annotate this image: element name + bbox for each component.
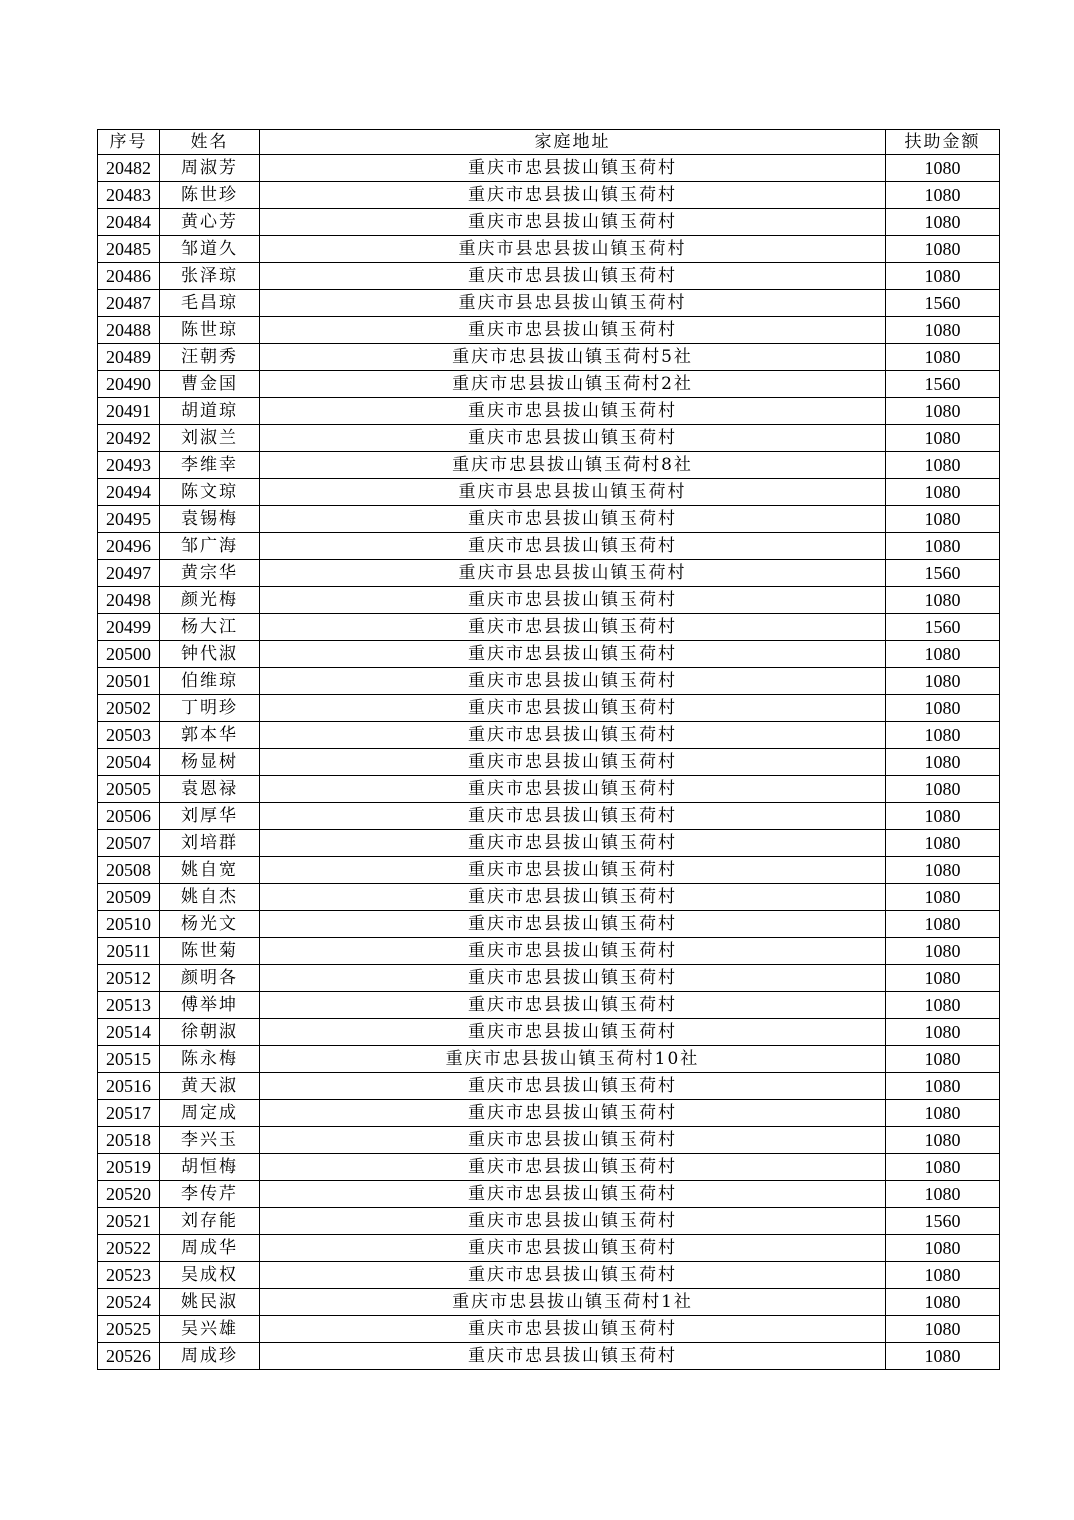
name-cell: 胡恒梅 <box>160 1154 260 1181</box>
address-cell: 重庆市忠县拔山镇玉荷村 <box>260 1073 886 1100</box>
serial-number-cell: 20507 <box>98 830 160 857</box>
table-body <box>98 155 1000 1370</box>
serial-number-cell: 20526 <box>98 1343 160 1370</box>
table-row <box>98 290 1000 317</box>
header-row <box>98 130 1000 155</box>
name-cell: 姚民淑 <box>160 1289 260 1316</box>
serial-number-cell: 20525 <box>98 1316 160 1343</box>
table-row <box>98 1046 1000 1073</box>
amount-cell: 1560 <box>886 371 1000 398</box>
address-cell: 重庆市忠县拔山镇玉荷村 <box>260 992 886 1019</box>
name-cell: 袁锡梅 <box>160 506 260 533</box>
name-cell: 陈文琼 <box>160 479 260 506</box>
table-row <box>98 803 1000 830</box>
address-cell: 重庆市忠县拔山镇玉荷村 <box>260 1343 886 1370</box>
address-cell: 重庆市忠县拔山镇玉荷村 <box>260 155 886 182</box>
amount-cell: 1080 <box>886 776 1000 803</box>
header-name: 姓名 <box>160 130 260 155</box>
serial-number-cell: 20500 <box>98 641 160 668</box>
serial-number-cell: 20499 <box>98 614 160 641</box>
address-cell: 重庆市县忠县拔山镇玉荷村 <box>260 290 886 317</box>
table-row <box>98 776 1000 803</box>
table-row <box>98 425 1000 452</box>
name-cell: 汪朝秀 <box>160 344 260 371</box>
table-row <box>98 1181 1000 1208</box>
amount-cell: 1080 <box>886 1235 1000 1262</box>
address-cell: 重庆市忠县拔山镇玉荷村 <box>260 533 886 560</box>
amount-cell: 1080 <box>886 182 1000 209</box>
amount-cell: 1080 <box>886 668 1000 695</box>
amount-cell: 1080 <box>886 209 1000 236</box>
name-cell: 吴成权 <box>160 1262 260 1289</box>
amount-cell: 1080 <box>886 695 1000 722</box>
serial-number-cell: 20495 <box>98 506 160 533</box>
table-row <box>98 155 1000 182</box>
table-row <box>98 533 1000 560</box>
amount-cell: 1080 <box>886 344 1000 371</box>
address-cell: 重庆市忠县拔山镇玉荷村 <box>260 1208 886 1235</box>
table-row <box>98 1235 1000 1262</box>
table-row <box>98 1100 1000 1127</box>
name-cell: 伯维琼 <box>160 668 260 695</box>
address-cell: 重庆市忠县拔山镇玉荷村 <box>260 911 886 938</box>
serial-number-cell: 20516 <box>98 1073 160 1100</box>
table-row <box>98 587 1000 614</box>
name-cell: 黄天淑 <box>160 1073 260 1100</box>
serial-number-cell: 20523 <box>98 1262 160 1289</box>
name-cell: 黄宗华 <box>160 560 260 587</box>
table-row <box>98 344 1000 371</box>
amount-cell: 1080 <box>886 722 1000 749</box>
name-cell: 郭本华 <box>160 722 260 749</box>
name-cell: 颜明各 <box>160 965 260 992</box>
amount-cell: 1080 <box>886 857 1000 884</box>
amount-cell: 1080 <box>886 1127 1000 1154</box>
name-cell: 邹道久 <box>160 236 260 263</box>
address-cell: 重庆市忠县拔山镇玉荷村5社 <box>260 344 886 371</box>
amount-cell: 1080 <box>886 749 1000 776</box>
amount-cell: 1560 <box>886 1208 1000 1235</box>
address-cell: 重庆市忠县拔山镇玉荷村 <box>260 1154 886 1181</box>
table-row <box>98 884 1000 911</box>
serial-number-cell: 20503 <box>98 722 160 749</box>
address-cell: 重庆市县忠县拔山镇玉荷村 <box>260 236 886 263</box>
table-row <box>98 965 1000 992</box>
address-cell: 重庆市忠县拔山镇玉荷村 <box>260 938 886 965</box>
amount-cell: 1080 <box>886 938 1000 965</box>
table-row <box>98 1127 1000 1154</box>
header-serial-number: 序号 <box>98 130 160 155</box>
table-row <box>98 857 1000 884</box>
address-cell: 重庆市忠县拔山镇玉荷村 <box>260 209 886 236</box>
name-cell: 傅举坤 <box>160 992 260 1019</box>
name-cell: 陈世琼 <box>160 317 260 344</box>
name-cell: 丁明珍 <box>160 695 260 722</box>
table-row <box>98 560 1000 587</box>
name-cell: 姚自杰 <box>160 884 260 911</box>
name-cell: 邹广海 <box>160 533 260 560</box>
serial-number-cell: 20520 <box>98 1181 160 1208</box>
amount-cell: 1080 <box>886 1289 1000 1316</box>
amount-cell: 1080 <box>886 1073 1000 1100</box>
address-cell: 重庆市忠县拔山镇玉荷村 <box>260 1181 886 1208</box>
name-cell: 颜光梅 <box>160 587 260 614</box>
table-row <box>98 1316 1000 1343</box>
name-cell: 周定成 <box>160 1100 260 1127</box>
serial-number-cell: 20493 <box>98 452 160 479</box>
table-row <box>98 695 1000 722</box>
serial-number-cell: 20517 <box>98 1100 160 1127</box>
name-cell: 胡道琼 <box>160 398 260 425</box>
address-cell: 重庆市忠县拔山镇玉荷村 <box>260 425 886 452</box>
serial-number-cell: 20488 <box>98 317 160 344</box>
amount-cell: 1080 <box>886 884 1000 911</box>
address-cell: 重庆市忠县拔山镇玉荷村 <box>260 1019 886 1046</box>
amount-cell: 1080 <box>886 506 1000 533</box>
serial-number-cell: 20524 <box>98 1289 160 1316</box>
address-cell: 重庆市忠县拔山镇玉荷村8社 <box>260 452 886 479</box>
address-cell: 重庆市忠县拔山镇玉荷村 <box>260 695 886 722</box>
address-cell: 重庆市忠县拔山镇玉荷村 <box>260 884 886 911</box>
serial-number-cell: 20498 <box>98 587 160 614</box>
serial-number-cell: 20518 <box>98 1127 160 1154</box>
address-cell: 重庆市忠县拔山镇玉荷村 <box>260 1316 886 1343</box>
name-cell: 袁恩禄 <box>160 776 260 803</box>
serial-number-cell: 20483 <box>98 182 160 209</box>
serial-number-cell: 20522 <box>98 1235 160 1262</box>
table-row <box>98 1073 1000 1100</box>
assistance-table <box>97 129 1000 1370</box>
serial-number-cell: 20486 <box>98 263 160 290</box>
address-cell: 重庆市忠县拔山镇玉荷村 <box>260 506 886 533</box>
name-cell: 陈世珍 <box>160 182 260 209</box>
address-cell: 重庆市忠县拔山镇玉荷村 <box>260 614 886 641</box>
name-cell: 杨光文 <box>160 911 260 938</box>
amount-cell: 1560 <box>886 560 1000 587</box>
amount-cell: 1080 <box>886 317 1000 344</box>
amount-cell: 1080 <box>886 1343 1000 1370</box>
address-cell: 重庆市忠县拔山镇玉荷村 <box>260 857 886 884</box>
address-cell: 重庆市忠县拔山镇玉荷村 <box>260 749 886 776</box>
table-row <box>98 1019 1000 1046</box>
name-cell: 刘培群 <box>160 830 260 857</box>
name-cell: 李传芹 <box>160 1181 260 1208</box>
name-cell: 徐朝淑 <box>160 1019 260 1046</box>
name-cell: 刘淑兰 <box>160 425 260 452</box>
name-cell: 周成珍 <box>160 1343 260 1370</box>
address-cell: 重庆市忠县拔山镇玉荷村 <box>260 1235 886 1262</box>
address-cell: 重庆市忠县拔山镇玉荷村 <box>260 1262 886 1289</box>
name-cell: 周淑芳 <box>160 155 260 182</box>
table-header <box>98 130 1000 155</box>
serial-number-cell: 20489 <box>98 344 160 371</box>
serial-number-cell: 20502 <box>98 695 160 722</box>
table-row <box>98 938 1000 965</box>
table-row <box>98 830 1000 857</box>
table-row <box>98 1262 1000 1289</box>
address-cell: 重庆市忠县拔山镇玉荷村 <box>260 641 886 668</box>
name-cell: 毛昌琼 <box>160 290 260 317</box>
serial-number-cell: 20485 <box>98 236 160 263</box>
serial-number-cell: 20504 <box>98 749 160 776</box>
address-cell: 重庆市忠县拔山镇玉荷村 <box>260 1127 886 1154</box>
header-assistance-amount: 扶助金额 <box>886 130 1000 155</box>
amount-cell: 1080 <box>886 1316 1000 1343</box>
table-row <box>98 371 1000 398</box>
amount-cell: 1080 <box>886 1181 1000 1208</box>
serial-number-cell: 20513 <box>98 992 160 1019</box>
serial-number-cell: 20501 <box>98 668 160 695</box>
table-row <box>98 749 1000 776</box>
address-cell: 重庆市忠县拔山镇玉荷村 <box>260 668 886 695</box>
address-cell: 重庆市忠县拔山镇玉荷村 <box>260 722 886 749</box>
address-cell: 重庆市忠县拔山镇玉荷村10社 <box>260 1046 886 1073</box>
name-cell: 刘厚华 <box>160 803 260 830</box>
amount-cell: 1080 <box>886 479 1000 506</box>
serial-number-cell: 20508 <box>98 857 160 884</box>
table-row <box>98 668 1000 695</box>
amount-cell: 1080 <box>886 992 1000 1019</box>
name-cell: 杨显树 <box>160 749 260 776</box>
address-cell: 重庆市忠县拔山镇玉荷村 <box>260 587 886 614</box>
name-cell: 陈永梅 <box>160 1046 260 1073</box>
amount-cell: 1080 <box>886 155 1000 182</box>
amount-cell: 1080 <box>886 425 1000 452</box>
address-cell: 重庆市忠县拔山镇玉荷村 <box>260 965 886 992</box>
table-row <box>98 911 1000 938</box>
serial-number-cell: 20506 <box>98 803 160 830</box>
amount-cell: 1080 <box>886 533 1000 560</box>
serial-number-cell: 20497 <box>98 560 160 587</box>
name-cell: 钟代淑 <box>160 641 260 668</box>
amount-cell: 1080 <box>886 641 1000 668</box>
address-cell: 重庆市忠县拔山镇玉荷村1社 <box>260 1289 886 1316</box>
address-cell: 重庆市忠县拔山镇玉荷村2社 <box>260 371 886 398</box>
address-cell: 重庆市忠县拔山镇玉荷村 <box>260 263 886 290</box>
address-cell: 重庆市忠县拔山镇玉荷村 <box>260 830 886 857</box>
table-row <box>98 722 1000 749</box>
name-cell: 杨大江 <box>160 614 260 641</box>
table-row <box>98 182 1000 209</box>
serial-number-cell: 20510 <box>98 911 160 938</box>
address-cell: 重庆市忠县拔山镇玉荷村 <box>260 182 886 209</box>
table-row <box>98 317 1000 344</box>
amount-cell: 1080 <box>886 830 1000 857</box>
table-row <box>98 992 1000 1019</box>
serial-number-cell: 20482 <box>98 155 160 182</box>
address-cell: 重庆市忠县拔山镇玉荷村 <box>260 317 886 344</box>
address-cell: 重庆市忠县拔山镇玉荷村 <box>260 1100 886 1127</box>
table-row <box>98 479 1000 506</box>
table-row <box>98 1208 1000 1235</box>
address-cell: 重庆市县忠县拔山镇玉荷村 <box>260 560 886 587</box>
amount-cell: 1080 <box>886 587 1000 614</box>
name-cell: 陈世菊 <box>160 938 260 965</box>
serial-number-cell: 20509 <box>98 884 160 911</box>
serial-number-cell: 20487 <box>98 290 160 317</box>
amount-cell: 1080 <box>886 803 1000 830</box>
amount-cell: 1080 <box>886 1046 1000 1073</box>
name-cell: 姚自宽 <box>160 857 260 884</box>
document-page <box>97 129 999 1370</box>
table-row <box>98 506 1000 533</box>
serial-number-cell: 20490 <box>98 371 160 398</box>
serial-number-cell: 20521 <box>98 1208 160 1235</box>
address-cell: 重庆市县忠县拔山镇玉荷村 <box>260 479 886 506</box>
serial-number-cell: 20512 <box>98 965 160 992</box>
amount-cell: 1080 <box>886 1019 1000 1046</box>
name-cell: 黄心芳 <box>160 209 260 236</box>
amount-cell: 1080 <box>886 1262 1000 1289</box>
serial-number-cell: 20511 <box>98 938 160 965</box>
amount-cell: 1560 <box>886 614 1000 641</box>
serial-number-cell: 20491 <box>98 398 160 425</box>
serial-number-cell: 20494 <box>98 479 160 506</box>
name-cell: 李兴玉 <box>160 1127 260 1154</box>
table-row <box>98 236 1000 263</box>
serial-number-cell: 20496 <box>98 533 160 560</box>
serial-number-cell: 20514 <box>98 1019 160 1046</box>
name-cell: 李维幸 <box>160 452 260 479</box>
address-cell: 重庆市忠县拔山镇玉荷村 <box>260 776 886 803</box>
amount-cell: 1080 <box>886 398 1000 425</box>
amount-cell: 1080 <box>886 452 1000 479</box>
address-cell: 重庆市忠县拔山镇玉荷村 <box>260 803 886 830</box>
table-row <box>98 614 1000 641</box>
header-home-address: 家庭地址 <box>260 130 886 155</box>
amount-cell: 1080 <box>886 1100 1000 1127</box>
serial-number-cell: 20519 <box>98 1154 160 1181</box>
name-cell: 吴兴雄 <box>160 1316 260 1343</box>
amount-cell: 1080 <box>886 1154 1000 1181</box>
address-cell: 重庆市忠县拔山镇玉荷村 <box>260 398 886 425</box>
table-row <box>98 1154 1000 1181</box>
amount-cell: 1080 <box>886 263 1000 290</box>
table-row <box>98 398 1000 425</box>
table-row <box>98 1343 1000 1370</box>
table-row <box>98 641 1000 668</box>
name-cell: 曹金国 <box>160 371 260 398</box>
name-cell: 张泽琼 <box>160 263 260 290</box>
name-cell: 周成华 <box>160 1235 260 1262</box>
amount-cell: 1560 <box>886 290 1000 317</box>
amount-cell: 1080 <box>886 911 1000 938</box>
serial-number-cell: 20515 <box>98 1046 160 1073</box>
table-row <box>98 263 1000 290</box>
name-cell: 刘存能 <box>160 1208 260 1235</box>
table-row <box>98 209 1000 236</box>
table-row <box>98 1289 1000 1316</box>
serial-number-cell: 20484 <box>98 209 160 236</box>
amount-cell: 1080 <box>886 965 1000 992</box>
amount-cell: 1080 <box>886 236 1000 263</box>
table-row <box>98 452 1000 479</box>
serial-number-cell: 20492 <box>98 425 160 452</box>
serial-number-cell: 20505 <box>98 776 160 803</box>
